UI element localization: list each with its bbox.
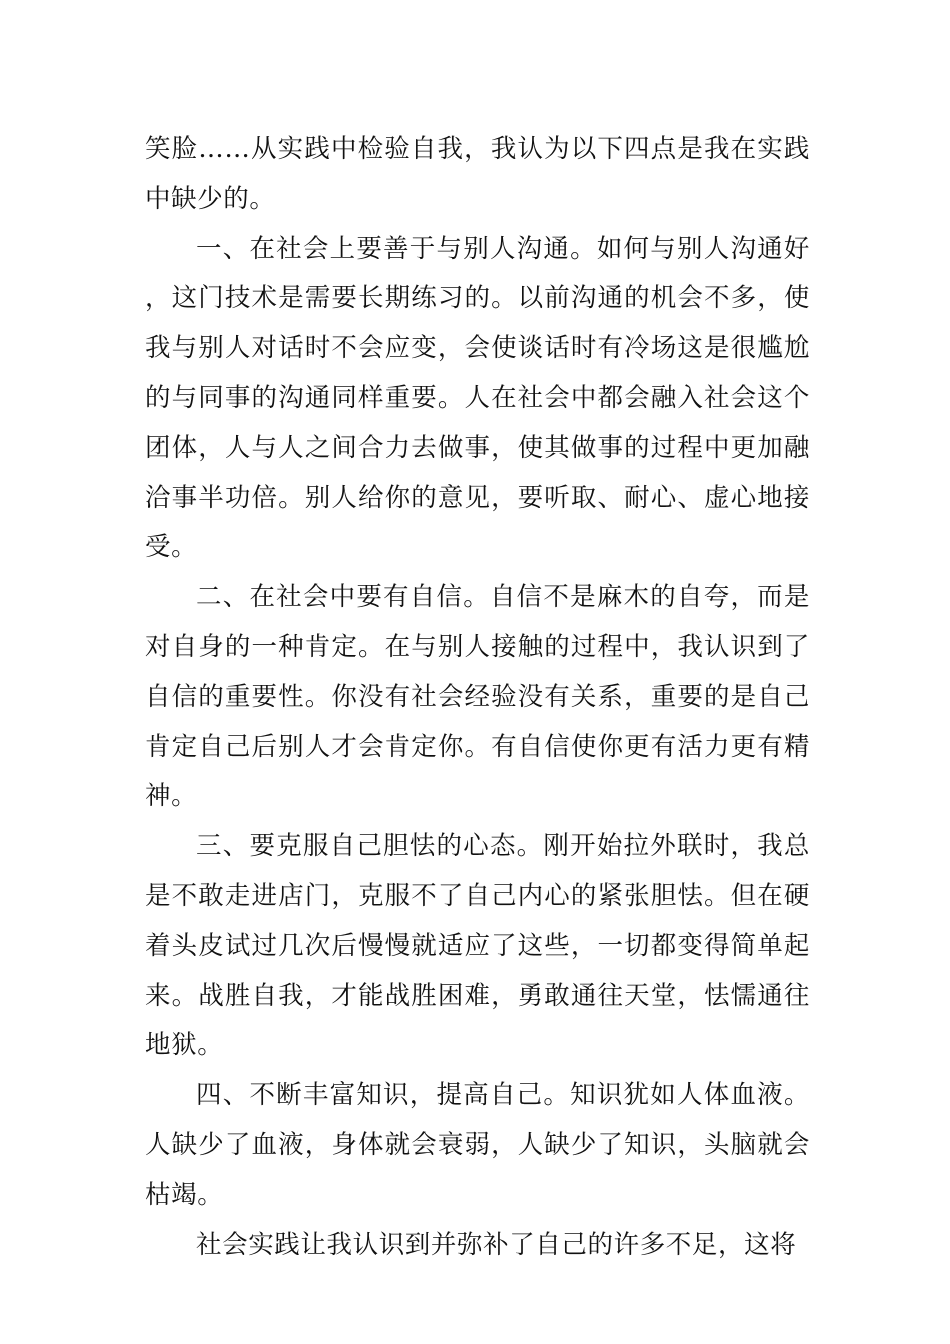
paragraph-intro-continued: 笑脸……从实践中检验自我，我认为以下四点是我在实践中缺少的。 (145, 134, 810, 214)
paragraph-point-four-knowledge: 四、不断丰富知识，提高自己。知识犹如人体血液。人缺少了血液，身体就会衰弱，人缺少了知识，头脑就会枯竭。 (145, 1080, 810, 1210)
paragraph-point-two-confidence: 二、在社会中要有自信。自信不是麻木的自夸，而是对自身的一种肯定。在与别人接触的过程中，我认识到了自信的重要性。你没有社会经验没有关系，重要的是自己肯定自己后别人才会肯定你。有自信使你更有活力更有精神。 (145, 582, 810, 812)
paragraph-point-three-overcome-timidity: 三、要克服自己胆怯的心态。刚开始拉外联时，我总是不敢走进店门，克服不了自己内心的紧张胆怯。但在硬着头皮试过几次后慢慢就适应了这些，一切都变得简单起来。战胜自我，才能战胜困难，勇敢通往天堂，怯懦通往地狱。 (145, 831, 810, 1061)
paragraph-conclusion-start: 社会实践让我认识到并弥补了自己的许多不足，这将 (196, 1229, 797, 1260)
paragraph-point-one-communication: 一、在社会上要善于与别人沟通。如何与别人沟通好，这门技术是需要长期练习的。以前沟通的机会不多，使我与别人对话时不会应变，会使谈话时有冷场这是很尴尬的与同事的沟通同样重要。人在社会中都会融入社会这个团体，人与人之间合力去做事，使其做事的过程中更加融洽事半功倍。别人给你的意见，要听取、耐心、虚心地接受。 (145, 233, 810, 563)
document-body (145, 125, 810, 1270)
